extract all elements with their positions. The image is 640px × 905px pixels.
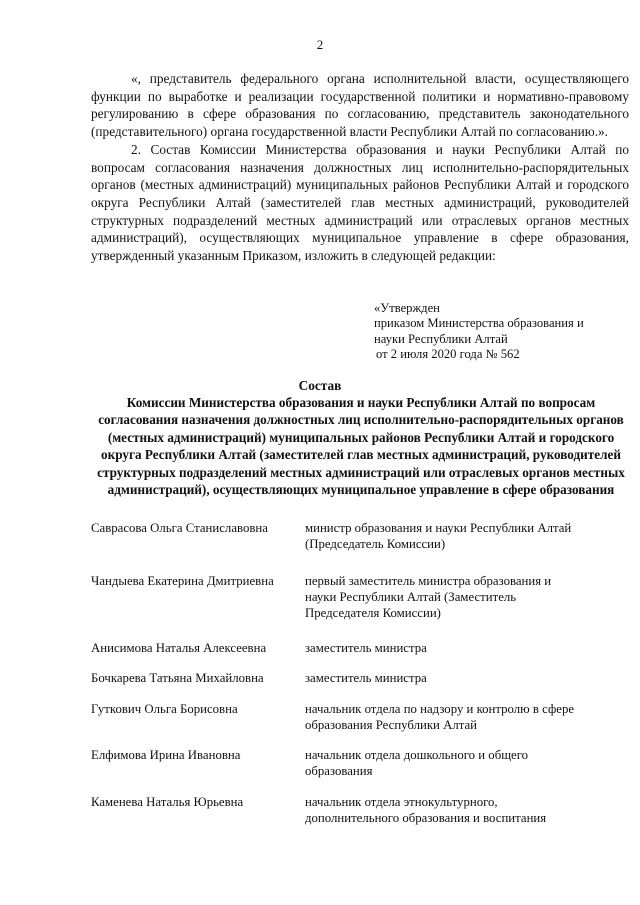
member-role: заместитель министра (305, 641, 427, 655)
member-role: заместитель министра (305, 671, 427, 685)
approval-line: от 2 июля 2020 года № 562 (376, 346, 520, 361)
member-name: Бочкарева Татьяна Михайловна (91, 671, 264, 685)
approval-line: науки Республики Алтай (374, 331, 508, 346)
document-body (91, 70, 629, 265)
composition-heading: Комиссии Министерства образования и науки Республики Алтай по вопросам согласования назначения должностных лиц исполнительно-распорядительных органов (местных администраций) муниципальных районов Республики Алтай и городского округа Республики Алтай (заместителей глав местных администраций, руководителей структурных подразделений местных администраций или отраслевых органов местных администраций), осуществляющих муниципальное управление в сфере образования (97, 395, 625, 498)
member-role: начальник отдела этнокультурного, дополнительного образования и воспитания (305, 795, 547, 825)
member-name: Гуткович Ольга Борисовна (91, 702, 238, 716)
member-role: начальник отдела по надзору и контролю в сфере образования Республики Алтай (305, 702, 575, 732)
member-role: начальник отдела дошкольного и общего образования (305, 748, 529, 778)
paragraph-representatives: «, представитель федерального органа исполнительной власти, осуществляющего функции по выработке и реализации государственной политики и нормативно-правовому регулированию в сфере образования по согласованию, представитель законодательного (представительного) органа государственной власти Республики Алтай по согласованию.». (91, 71, 629, 140)
member-role: министр образования и науки Республики Алтай (Председатель Комиссии) (305, 521, 572, 551)
composition-title: Состав (298, 378, 342, 393)
member-name: Елфимова Ирина Ивановна (91, 748, 241, 762)
page-number: 2 (316, 37, 324, 52)
member-name: Каменева Наталья Юрьевна (91, 795, 244, 809)
approval-stamp (374, 301, 634, 362)
member-name: Чандыева Екатерина Дмитриевна (91, 574, 274, 588)
member-name: Саврасова Ольга Станиславовна (91, 521, 268, 535)
approval-line: приказом Министерства образования и (374, 316, 584, 331)
member-name: Анисимова Наталья Алексеевна (91, 641, 267, 655)
approval-line: «Утвержден (374, 301, 440, 315)
member-role: первый заместитель министра образования и науки Республики Алтай (Заместитель Председателя Комиссии) (305, 574, 552, 620)
paragraph-composition-change: 2. Состав Комиссии Министерства образования и науки Республики Алтай по вопросам согласования назначения должностных лиц исполнительно-распорядительных органов (местных администраций) муниципальных районов Республики Алтай и городского округа Республики Алтай (заместителей глав местных администраций, руководителей структурных подразделений местных администраций или отраслевых органов местных администраций), осуществляющих муниципальное управление в сфере образования, утвержденный указанным Приказом, изложить в следующей редакции: (91, 141, 629, 264)
